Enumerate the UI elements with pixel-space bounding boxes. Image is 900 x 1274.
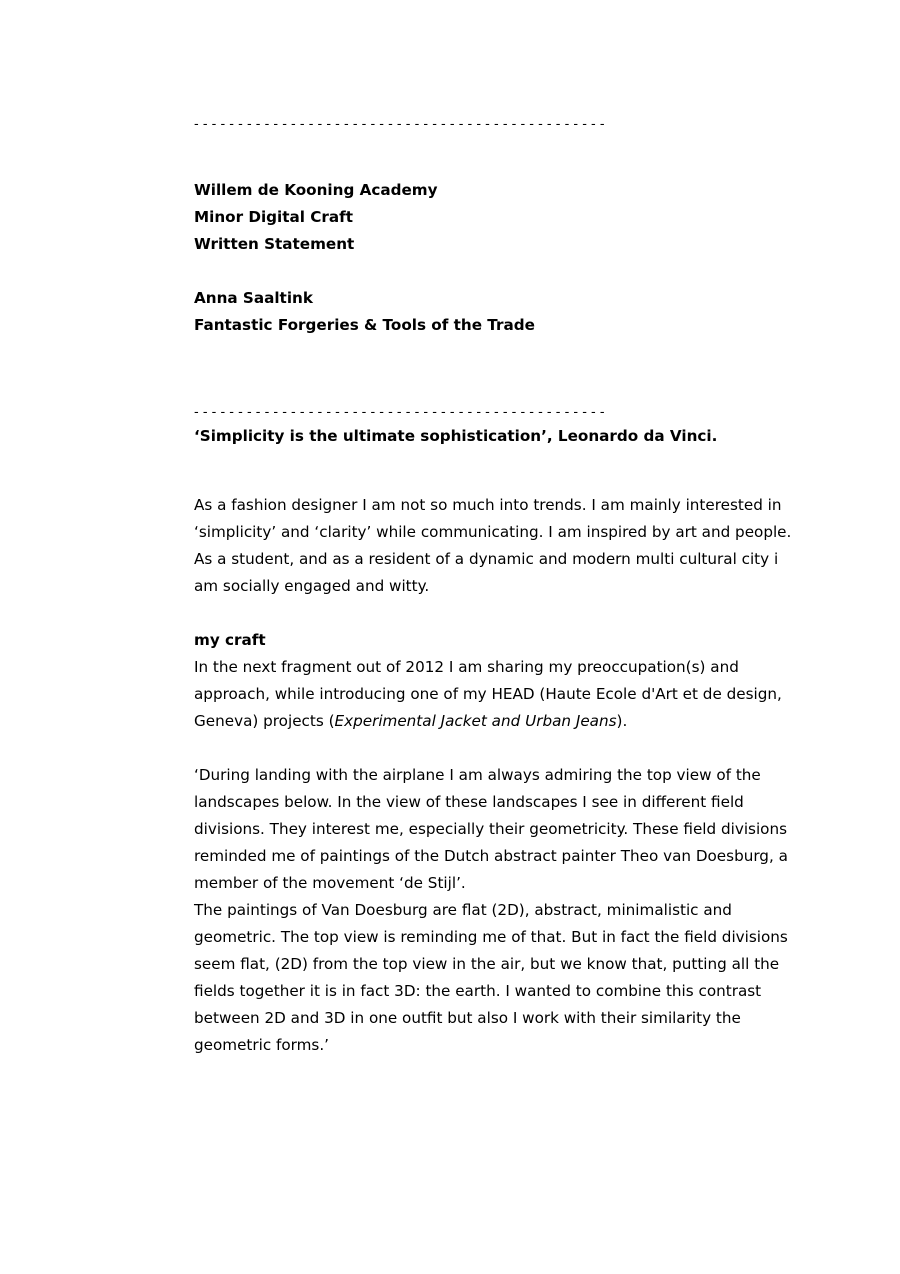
section-line-prefix: Geneva) projects ( (194, 712, 335, 730)
author-name: Anna Saaltink (194, 289, 313, 307)
section-heading: my craft (194, 631, 266, 649)
project-name-italic: Experimental Jacket and Urban Jeans (334, 712, 617, 730)
intro-paragraph (194, 492, 794, 600)
intro-line: am socially engaged and witty. (194, 577, 430, 595)
fragment-line: member of the movement ‘de Stijl’. (194, 874, 466, 892)
fragment-line: seem flat, (2D) from the top view in the air, but we know that, putting all the (194, 955, 780, 973)
spacer (194, 450, 794, 492)
section-line-suffix: ). (616, 712, 628, 730)
spacer (194, 339, 794, 403)
divider-middle: - - - - - - - - - - - - - - - - - - - - - - - - - - - - - - - - - - - - - - - - - - - - - - - (194, 405, 605, 420)
header-block (194, 177, 794, 339)
fragment-quote (194, 762, 794, 1059)
institution-name: Willem de Kooning Academy (194, 181, 438, 199)
fragment-line: between 2D and 3D in one outfit but also I work with their similarity the (194, 1009, 741, 1027)
intro-line: As a student, and as a resident of a dynamic and modern multi cultural city i (194, 550, 779, 568)
divider-top: - - - - - - - - - - - - - - - - - - - - - - - - - - - - - - - - - - - - - - - - - - - - - - - (194, 117, 605, 132)
fragment-line: geometric. The top view is reminding me of that. But in fact the field divisions (194, 928, 788, 946)
section-line: In the next fragment out of 2012 I am sharing my preoccupation(s) and (194, 658, 739, 676)
quote: ‘Simplicity is the ultimate sophistication’, Leonardo da Vinci. (194, 427, 718, 445)
spacer (194, 258, 794, 285)
section-line (194, 708, 794, 735)
document-type: Written Statement (194, 235, 355, 253)
document-body (194, 115, 794, 1059)
spacer (194, 735, 794, 762)
fragment-line: fields together it is in fact 3D: the earth. I wanted to combine this contrast (194, 982, 762, 1000)
spacer (194, 600, 794, 627)
program-name: Minor Digital Craft (194, 208, 353, 226)
fragment-line: ‘During landing with the airplane I am always admiring the top view of the (194, 766, 761, 784)
intro-line: ‘simplicity’ and ‘clarity’ while communicating. I am inspired by art and people. (194, 523, 792, 541)
project-title: Fantastic Forgeries & Tools of the Trade (194, 316, 535, 334)
craft-section (194, 627, 794, 735)
fragment-line: The paintings of Van Doesburg are flat (2D), abstract, minimalistic and (194, 901, 732, 919)
fragment-line: landscapes below. In the view of these landscapes I see in different field (194, 793, 744, 811)
fragment-line: divisions. They interest me, especially their geometricity. These field divisions (194, 820, 788, 838)
section-line: approach, while introducing one of my HEAD (Haute Ecole d'Art et de design, (194, 685, 782, 703)
fragment-line: geometric forms.’ (194, 1036, 329, 1054)
spacer (194, 135, 794, 177)
fragment-line: reminded me of paintings of the Dutch abstract painter Theo van Doesburg, a (194, 847, 788, 865)
intro-line: As a fashion designer I am not so much into trends. I am mainly interested in (194, 496, 782, 514)
